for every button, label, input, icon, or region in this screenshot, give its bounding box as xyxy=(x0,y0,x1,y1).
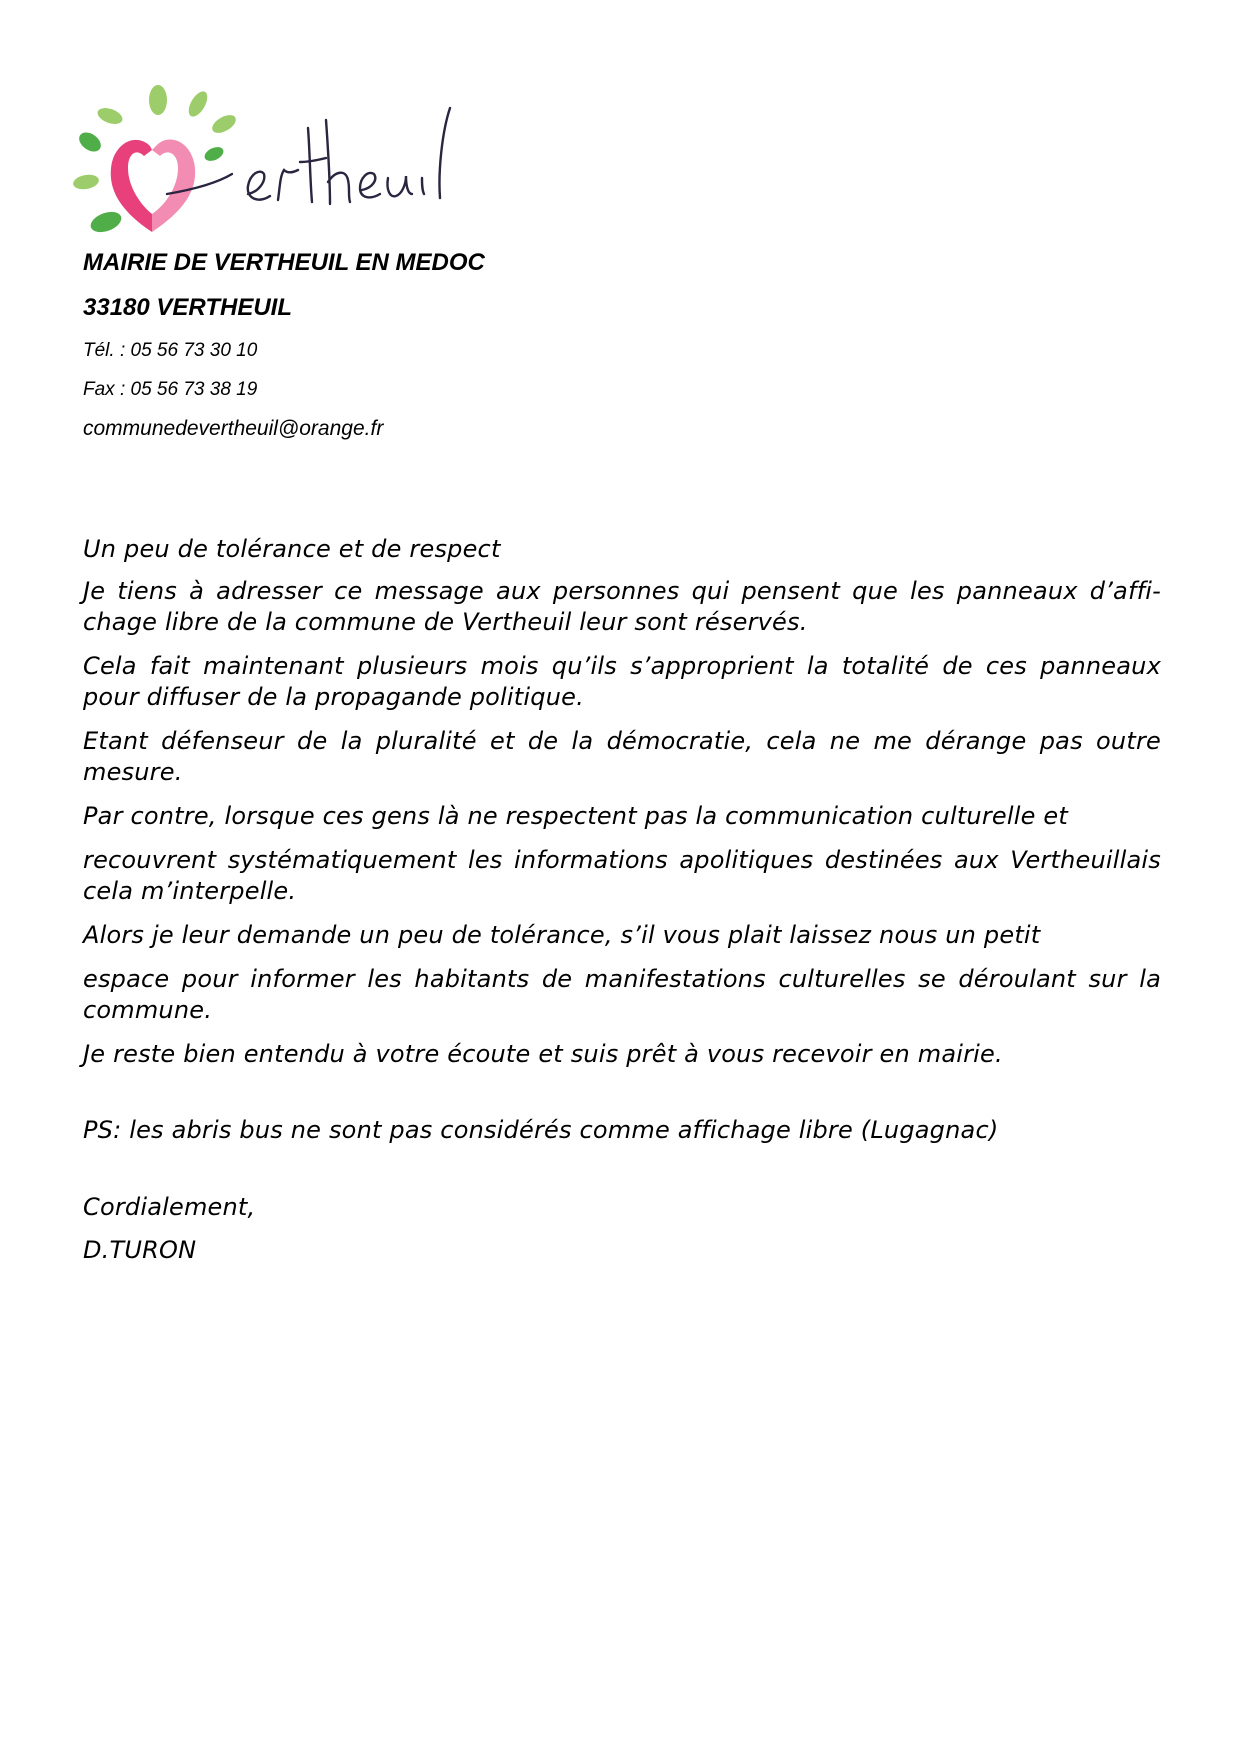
email-address[interactable]: communedevertheuil@orange.fr xyxy=(83,417,384,440)
paragraph: Je tiens à adresser ce message aux personnes qui pensent que les panneaux d’affi-chage libre de la commune de Vertheuil leur sont réservés. xyxy=(83,577,1161,636)
paragraph: Cela fait maintenant plusieurs mois qu’ils s’approprient la totalité de ces panneaux pour diffuser de la propagande politique. xyxy=(83,652,1161,711)
paragraph: Etant défenseur de la pluralité et de la démocratie, cela ne me dérange pas outre mesure. xyxy=(83,727,1161,786)
paragraph: Alors je leur demande un peu de tolérance, s’il vous plait laissez nous un petit xyxy=(83,921,1041,949)
letterhead xyxy=(83,249,485,440)
telephone: Tél. : 05 56 73 30 10 xyxy=(83,340,258,361)
address: 33180 VERTHEUIL xyxy=(83,294,292,321)
org-name: MAIRIE DE VERTHEUIL EN MEDOC xyxy=(83,249,485,276)
fax: Fax : 05 56 73 38 19 xyxy=(83,379,258,400)
paragraph: espace pour informer les habitants de manifestations culturelles se déroulant sur la commune. xyxy=(83,965,1161,1024)
closing: Cordialement, xyxy=(83,1193,256,1221)
vertheuil-logo xyxy=(72,82,492,242)
paragraph: recouvrent systématiquement les informations apolitiques destinées aux Vertheuillais cela m’interpelle. xyxy=(83,846,1161,905)
paragraph: Par contre, lorsque ces gens là ne respectent pas la communication culturelle et xyxy=(83,802,1068,830)
letter-subject: Un peu de tolérance et de respect xyxy=(83,535,501,563)
paragraph: Je reste bien entendu à votre écoute et suis prêt à vous recevoir en mairie. xyxy=(83,1040,1003,1068)
vertheuil-logo-graphic xyxy=(72,82,492,242)
heart-icon xyxy=(111,139,195,232)
letter-body xyxy=(83,534,1161,1266)
signature: D.TURON xyxy=(83,1236,197,1264)
postscript: PS: les abris bus ne sont pas considérés comme affichage libre (Lugagnac) xyxy=(83,1116,999,1144)
